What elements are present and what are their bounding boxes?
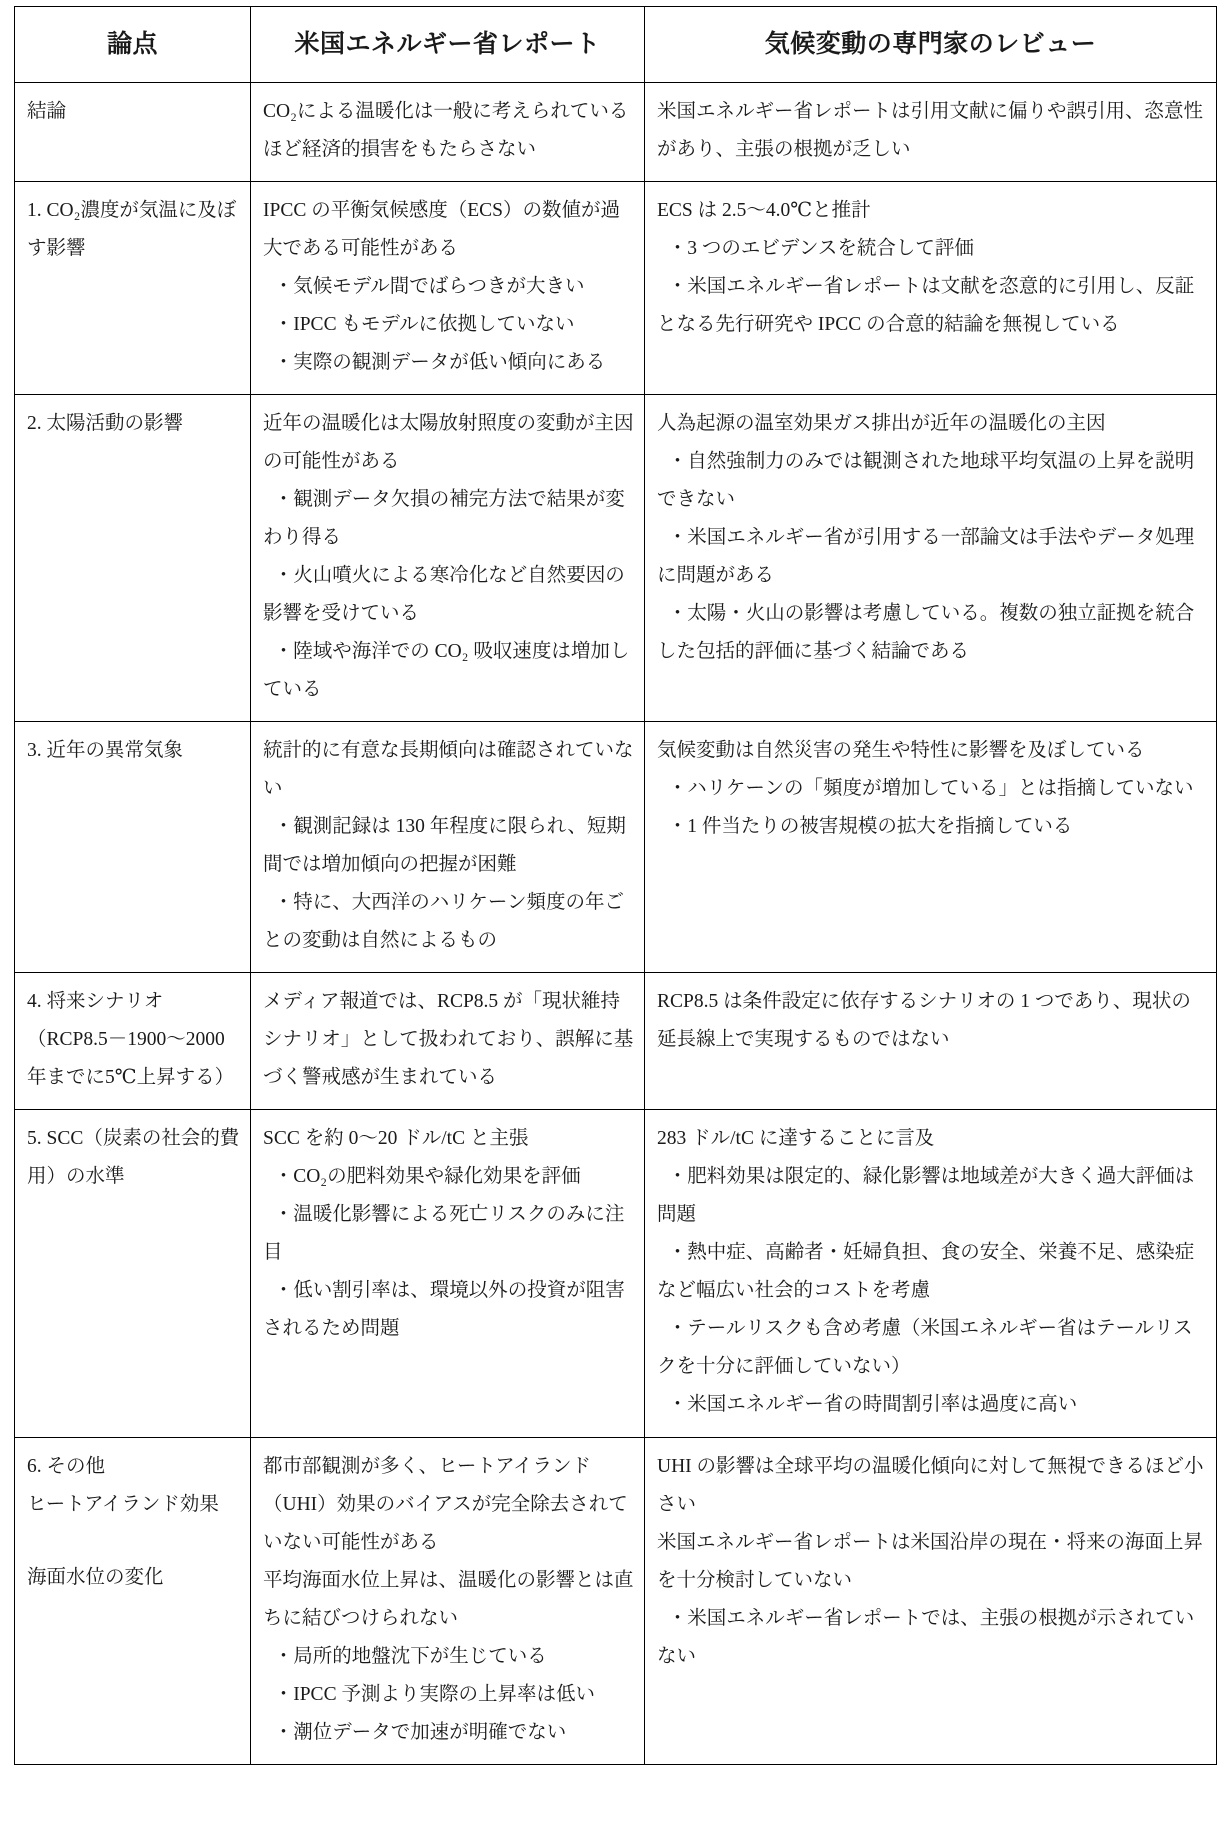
lead-line: CO₂による温暖化は一般に考えられているほど経済的損害をもたらさない xyxy=(263,101,629,161)
lead-line: 近年の温暖化は太陽放射照度の変動が主因の可能性がある xyxy=(263,413,634,473)
issue-line: 2. 太陽活動の影響 xyxy=(27,413,184,435)
issue-line: 3. 近年の異常気象 xyxy=(27,740,184,762)
expert-review-cell xyxy=(645,973,1217,1110)
cell-content xyxy=(263,93,634,169)
bullet-line: ・特に、大西洋のハリケーン頻度の年ごとの変動は自然によるもの xyxy=(263,892,624,952)
bullet-line: ・ハリケーンの「頻度が増加している」とは指摘していない xyxy=(667,778,1194,800)
lead-line: IPCC の平衡気候感度（ECS）の数値が過大である可能性がある xyxy=(263,200,620,260)
table-header xyxy=(15,7,1217,83)
doe-report-cell xyxy=(251,1110,645,1437)
table-body xyxy=(15,83,1217,1765)
cell-content xyxy=(263,1120,634,1348)
bullet-line: ・潮位データで加速が明確でない xyxy=(273,1721,567,1743)
issue-cell xyxy=(15,395,251,722)
expert-review-cell xyxy=(645,722,1217,973)
cell-content xyxy=(657,1120,1206,1424)
lead-line: 都市部観測が多く、ヒートアイランド（UHI）効果のバイアスが完全除去されていない可能性がある xyxy=(263,1455,628,1553)
cell-content xyxy=(263,732,634,960)
lead-line: RCP8.5 は条件設定に依存するシナリオの 1 つであり、現状の延長線上で実現するものではない xyxy=(657,991,1191,1051)
cell-content xyxy=(657,732,1206,846)
table-row xyxy=(15,1437,1217,1764)
column-header-doe-report: 米国エネルギー省レポート xyxy=(251,7,645,83)
issue-line: 4. 将来シナリオ（RCP8.5－1900〜2000 年までに5℃上昇する） xyxy=(27,991,235,1089)
issue-cell xyxy=(15,182,251,395)
issue-line: ヒートアイランド効果 xyxy=(27,1493,219,1515)
table-row xyxy=(15,182,1217,395)
cell-content xyxy=(263,983,634,1097)
doe-report-cell xyxy=(251,1437,645,1764)
bullet-line: ・局所的地盤沈下が生じている xyxy=(273,1645,547,1667)
bullet-line: ・気候モデル間でばらつきが大きい xyxy=(273,276,585,298)
cell-content xyxy=(263,405,634,709)
bullet-line: ・温暖化影響による死亡リスクのみに注目 xyxy=(263,1204,625,1264)
issue-line: 6. その他 xyxy=(27,1455,106,1477)
column-header-issue: 論点 xyxy=(15,7,251,83)
table-header-row xyxy=(15,7,1217,83)
lead-line: 平均海面水位上昇は、温暖化の影響とは直ちに結びつけられない xyxy=(263,1569,634,1629)
issue-cell xyxy=(15,722,251,973)
bullet-line: ・火山噴火による寒冷化など自然要因の影響を受けている xyxy=(263,565,625,625)
issue-cell xyxy=(15,1110,251,1437)
issue-line: 5. SCC（炭素の社会的費用）の水準 xyxy=(27,1128,240,1188)
column-header-expert-review: 気候変動の専門家のレビュー xyxy=(645,7,1217,83)
bullet-line: ・自然強制力のみでは観測された地球平均気温の上昇を説明できない xyxy=(657,451,1195,511)
doe-report-cell xyxy=(251,973,645,1110)
bullet-line: ・米国エネルギー省レポートでは、主張の根拠が示されていない xyxy=(657,1607,1195,1667)
bullet-line: ・肥料効果は限定的、緑化影響は地域差が大きく過大評価は問題 xyxy=(657,1166,1195,1226)
cell-content xyxy=(263,1448,634,1752)
issue-cell xyxy=(15,83,251,182)
expert-review-cell xyxy=(645,1110,1217,1437)
bullet-line: ・1 件当たりの被害規模の拡大を指摘している xyxy=(667,816,1073,838)
bullet-line: ・3 つのエビデンスを統合して評価 xyxy=(667,238,974,260)
comparison-table xyxy=(14,6,1217,1765)
issue-spacer xyxy=(27,1541,240,1559)
expert-review-cell xyxy=(645,1437,1217,1764)
bullet-line: ・低い割引率は、環境以外の投資が阻害されるため問題 xyxy=(263,1280,625,1340)
cell-content xyxy=(657,983,1206,1059)
bullet-line: ・実際の観測データが低い傾向にある xyxy=(273,352,606,374)
table-row xyxy=(15,973,1217,1110)
doe-report-cell xyxy=(251,395,645,722)
table-row xyxy=(15,1110,1217,1437)
lead-line: 米国エネルギー省レポートは引用文献に偏りや誤引用、恣意性があり、主張の根拠が乏しい xyxy=(657,101,1204,161)
expert-review-cell xyxy=(645,395,1217,722)
issue-cell xyxy=(15,1437,251,1764)
bullet-line: ・熱中症、高齢者・妊婦負担、食の安全、栄養不足、感染症など幅広い社会的コストを考慮 xyxy=(657,1242,1195,1302)
cell-content xyxy=(657,93,1206,169)
issue-line: 1. CO₂濃度が気温に及ぼす影響 xyxy=(27,200,237,260)
doe-report-cell xyxy=(251,722,645,973)
lead-line: SCC を約 0〜20 ドル/tC と主張 xyxy=(263,1128,529,1150)
lead-line: 人為起源の温室効果ガス排出が近年の温暖化の主因 xyxy=(657,413,1106,435)
bullet-line: ・陸域や海洋での CO₂ 吸収速度は増加している xyxy=(263,641,630,701)
table-row xyxy=(15,83,1217,182)
expert-review-cell xyxy=(645,182,1217,395)
bullet-line: ・太陽・火山の影響は考慮している。複数の独立証拠を統合した包括的評価に基づく結論である xyxy=(657,603,1195,663)
lead-line: 283 ドル/tC に達することに言及 xyxy=(657,1128,935,1150)
bullet-line: ・IPCC 予測より実際の上昇率は低い xyxy=(273,1683,595,1705)
bullet-line: ・米国エネルギー省レポートは文献を恣意的に引用し、反証となる先行研究や IPCC の合意的結論を無視している xyxy=(657,276,1195,336)
bullet-line: ・観測記録は 130 年程度に限られ、短期間では増加傾向の把握が困難 xyxy=(263,816,626,876)
doe-report-cell xyxy=(251,182,645,395)
bullet-line: ・観測データ欠損の補完方法で結果が変わり得る xyxy=(263,489,625,549)
bullet-line: ・テールリスクも含め考慮（米国エネルギー省はテールリスクを十分に評価していない） xyxy=(657,1318,1193,1378)
cell-content xyxy=(263,192,634,382)
bullet-line: ・CO₂の肥料効果や緑化効果を評価 xyxy=(273,1166,581,1188)
bullet-line: ・米国エネルギー省が引用する一部論文は手法やデータ処理に問題がある xyxy=(657,527,1195,587)
bullet-line: ・米国エネルギー省の時間割引率は過度に高い xyxy=(667,1394,1078,1416)
lead-line: 統計的に有意な長期傾向は確認されていない xyxy=(263,740,634,800)
issue-cell xyxy=(15,973,251,1110)
lead-line: 米国エネルギー省レポートは米国沿岸の現在・将来の海面上昇を十分検討していない xyxy=(657,1531,1204,1591)
lead-line: ECS は 2.5〜4.0℃と推計 xyxy=(657,200,871,222)
lead-line: UHI の影響は全球平均の温暖化傾向に対して無視できるほど小さい xyxy=(657,1455,1204,1515)
table-row xyxy=(15,722,1217,973)
expert-review-cell xyxy=(645,83,1217,182)
cell-content xyxy=(657,1448,1206,1676)
issue-line: 海面水位の変化 xyxy=(27,1566,164,1588)
cell-content xyxy=(657,192,1206,344)
doe-report-cell xyxy=(251,83,645,182)
issue-spacer xyxy=(27,1524,240,1542)
table-row xyxy=(15,395,1217,722)
cell-content xyxy=(657,405,1206,671)
lead-line: 気候変動は自然災害の発生や特性に影響を及ぼしている xyxy=(657,740,1145,762)
lead-line: メディア報道では、RCP8.5 が「現状維持シナリオ」として扱われており、誤解に基づく警戒感が生まれている xyxy=(263,991,634,1089)
bullet-line: ・IPCC もモデルに依拠していない xyxy=(273,314,575,336)
issue-line: 結論 xyxy=(27,101,67,122)
